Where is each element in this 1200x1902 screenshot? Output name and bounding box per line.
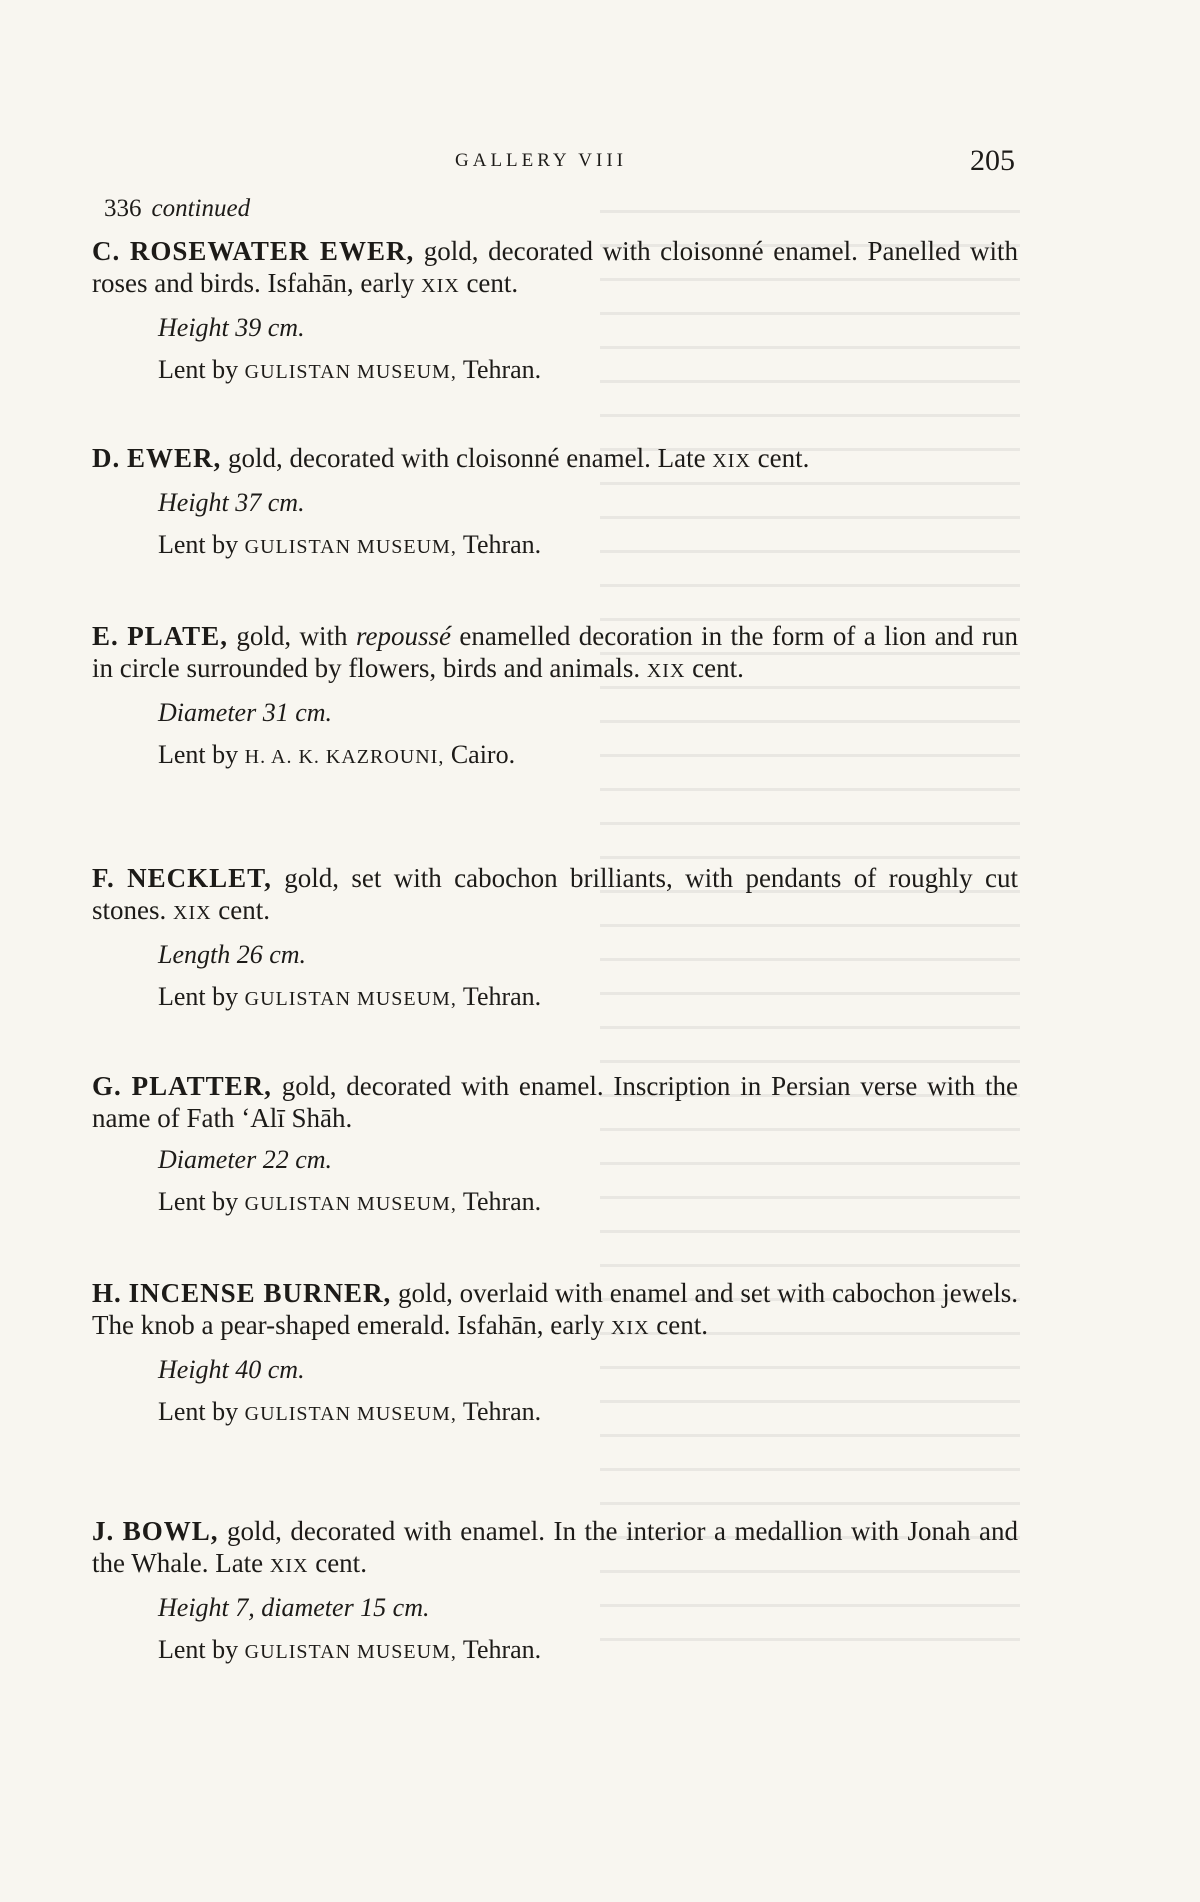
entry-lender bbox=[158, 354, 1018, 388]
entry-title: PLATTER, bbox=[131, 1071, 272, 1101]
entry-g bbox=[92, 1070, 1018, 1220]
entry-description bbox=[92, 620, 1018, 687]
continued-label: continued bbox=[151, 195, 251, 222]
entry-dimensions: Height 39 cm. bbox=[158, 313, 305, 342]
entry-d bbox=[92, 442, 1018, 563]
entry-text-end: cent. bbox=[750, 443, 810, 473]
entry-text: gold, set with cabochon brilliants, with pendants of roughly cut stones. bbox=[92, 863, 1018, 925]
entry-title: ROSEWATER EWER, bbox=[129, 236, 415, 266]
century-numeral: XIX bbox=[712, 450, 751, 472]
lender-city: Tehran. bbox=[456, 355, 542, 384]
entry-lender bbox=[158, 981, 1018, 1015]
lender-name: GULISTAN MUSEUM, bbox=[244, 536, 457, 558]
entry-text-end: cent. bbox=[211, 895, 271, 925]
continuation-line bbox=[104, 195, 250, 223]
entry-dimensions: Diameter 22 cm. bbox=[158, 1145, 333, 1174]
lender-name: H. A. K. KAZROUNI, bbox=[244, 746, 445, 768]
entry-text: gold, decorated with cloisonné enamel. Panelled with roses and birds. Isfahān, early bbox=[92, 236, 1019, 298]
entry-letter: D. bbox=[92, 443, 121, 473]
lender-name: GULISTAN MUSEUM, bbox=[244, 361, 457, 383]
lent-prefix: Lent by bbox=[158, 1397, 245, 1426]
entry-text: gold, with bbox=[227, 621, 356, 651]
entry-lender bbox=[158, 1634, 1018, 1668]
entry-lender bbox=[158, 739, 1018, 773]
entry-dimensions: Diameter 31 cm. bbox=[158, 698, 333, 727]
entry-text: gold, decorated with enamel. In the interior a medallion with Jonah and the Whale. Late bbox=[92, 1516, 1018, 1578]
entry-text-end: cent. bbox=[649, 1310, 708, 1340]
lent-prefix: Lent by bbox=[158, 1635, 245, 1664]
entry-title: PLATE, bbox=[127, 621, 228, 651]
lent-prefix: Lent by bbox=[158, 355, 245, 384]
entry-letter: C. bbox=[92, 236, 121, 266]
entry-description bbox=[92, 235, 1018, 302]
entry-letter: H. bbox=[92, 1278, 122, 1308]
entry-text: gold, decorated with enamel. Inscription in Persian verse with the name of Fath ‘Alī Shāh. bbox=[92, 1071, 1019, 1133]
lent-prefix: Lent by bbox=[158, 1187, 245, 1216]
entry-description bbox=[92, 1515, 1018, 1582]
entry-lender bbox=[158, 1186, 1018, 1220]
entry-lender bbox=[158, 1396, 1018, 1430]
entry-text-mid: enamelled decoration in the form of a lion and run in circle surrounded by flowers, birds and animals. bbox=[92, 621, 1018, 683]
century-numeral: XIX bbox=[646, 660, 686, 682]
lent-prefix: Lent by bbox=[158, 740, 245, 769]
running-head bbox=[0, 144, 1200, 180]
entry-description bbox=[92, 442, 1018, 477]
century-numeral: XIX bbox=[610, 1317, 650, 1339]
entry-title: BOWL, bbox=[122, 1516, 219, 1546]
entry-description bbox=[92, 1277, 1018, 1344]
entry-description bbox=[92, 862, 1018, 929]
entry-title: EWER, bbox=[127, 443, 222, 473]
lender-city: Tehran. bbox=[456, 1397, 542, 1426]
entry-letter: J. bbox=[92, 1516, 115, 1546]
page-number: 205 bbox=[970, 144, 1015, 177]
entry-title: NECKLET, bbox=[127, 863, 272, 893]
entry-dimensions: Height 37 cm. bbox=[158, 488, 305, 517]
entry-description bbox=[92, 1070, 1018, 1134]
entry-lender bbox=[158, 529, 1018, 563]
lender-name: GULISTAN MUSEUM, bbox=[244, 1641, 457, 1663]
lender-city: Tehran. bbox=[456, 1187, 542, 1216]
entry-italic-term: repoussé bbox=[355, 621, 451, 651]
entry-text-end: cent. bbox=[459, 268, 519, 298]
catalogue-number: 336 bbox=[104, 195, 142, 222]
entry-j bbox=[92, 1515, 1018, 1668]
lender-city: Cairo. bbox=[444, 740, 516, 769]
entry-letter: F. bbox=[92, 863, 115, 893]
entry-e bbox=[92, 620, 1018, 773]
lender-name: GULISTAN MUSEUM, bbox=[244, 1403, 457, 1425]
lender-city: Tehran. bbox=[456, 982, 542, 1011]
entry-letter: E. bbox=[92, 621, 119, 651]
century-numeral: XIX bbox=[269, 1555, 309, 1577]
entry-dimensions: Height 7, diameter 15 cm. bbox=[158, 1593, 430, 1622]
entry-text-end: cent. bbox=[685, 653, 744, 683]
lender-city: Tehran. bbox=[456, 530, 542, 559]
lender-name: GULISTAN MUSEUM, bbox=[244, 1193, 457, 1215]
entry-dimensions: Height 40 cm. bbox=[158, 1355, 305, 1384]
lender-city: Tehran. bbox=[456, 1635, 542, 1664]
century-numeral: XIX bbox=[173, 902, 212, 924]
entry-letter: G. bbox=[92, 1071, 122, 1101]
entry-text: gold, overlaid with enamel and set with cabochon jewels. The knob a pear-shaped emerald. Isfahān, early bbox=[92, 1278, 1019, 1340]
entry-dimensions: Length 26 cm. bbox=[158, 940, 307, 969]
century-numeral: XIX bbox=[421, 275, 460, 297]
entry-f bbox=[92, 862, 1018, 1015]
entry-title: INCENSE BURNER, bbox=[128, 1278, 392, 1308]
entry-text: gold, decorated with cloisonné enamel. Late bbox=[221, 443, 713, 473]
entry-c bbox=[92, 235, 1018, 388]
lent-prefix: Lent by bbox=[158, 530, 245, 559]
lent-prefix: Lent by bbox=[158, 982, 245, 1011]
entry-h bbox=[92, 1277, 1018, 1430]
lender-name: GULISTAN MUSEUM, bbox=[244, 988, 457, 1010]
gallery-title: GALLERY VIII bbox=[455, 150, 628, 171]
entry-text-end: cent. bbox=[308, 1548, 367, 1578]
